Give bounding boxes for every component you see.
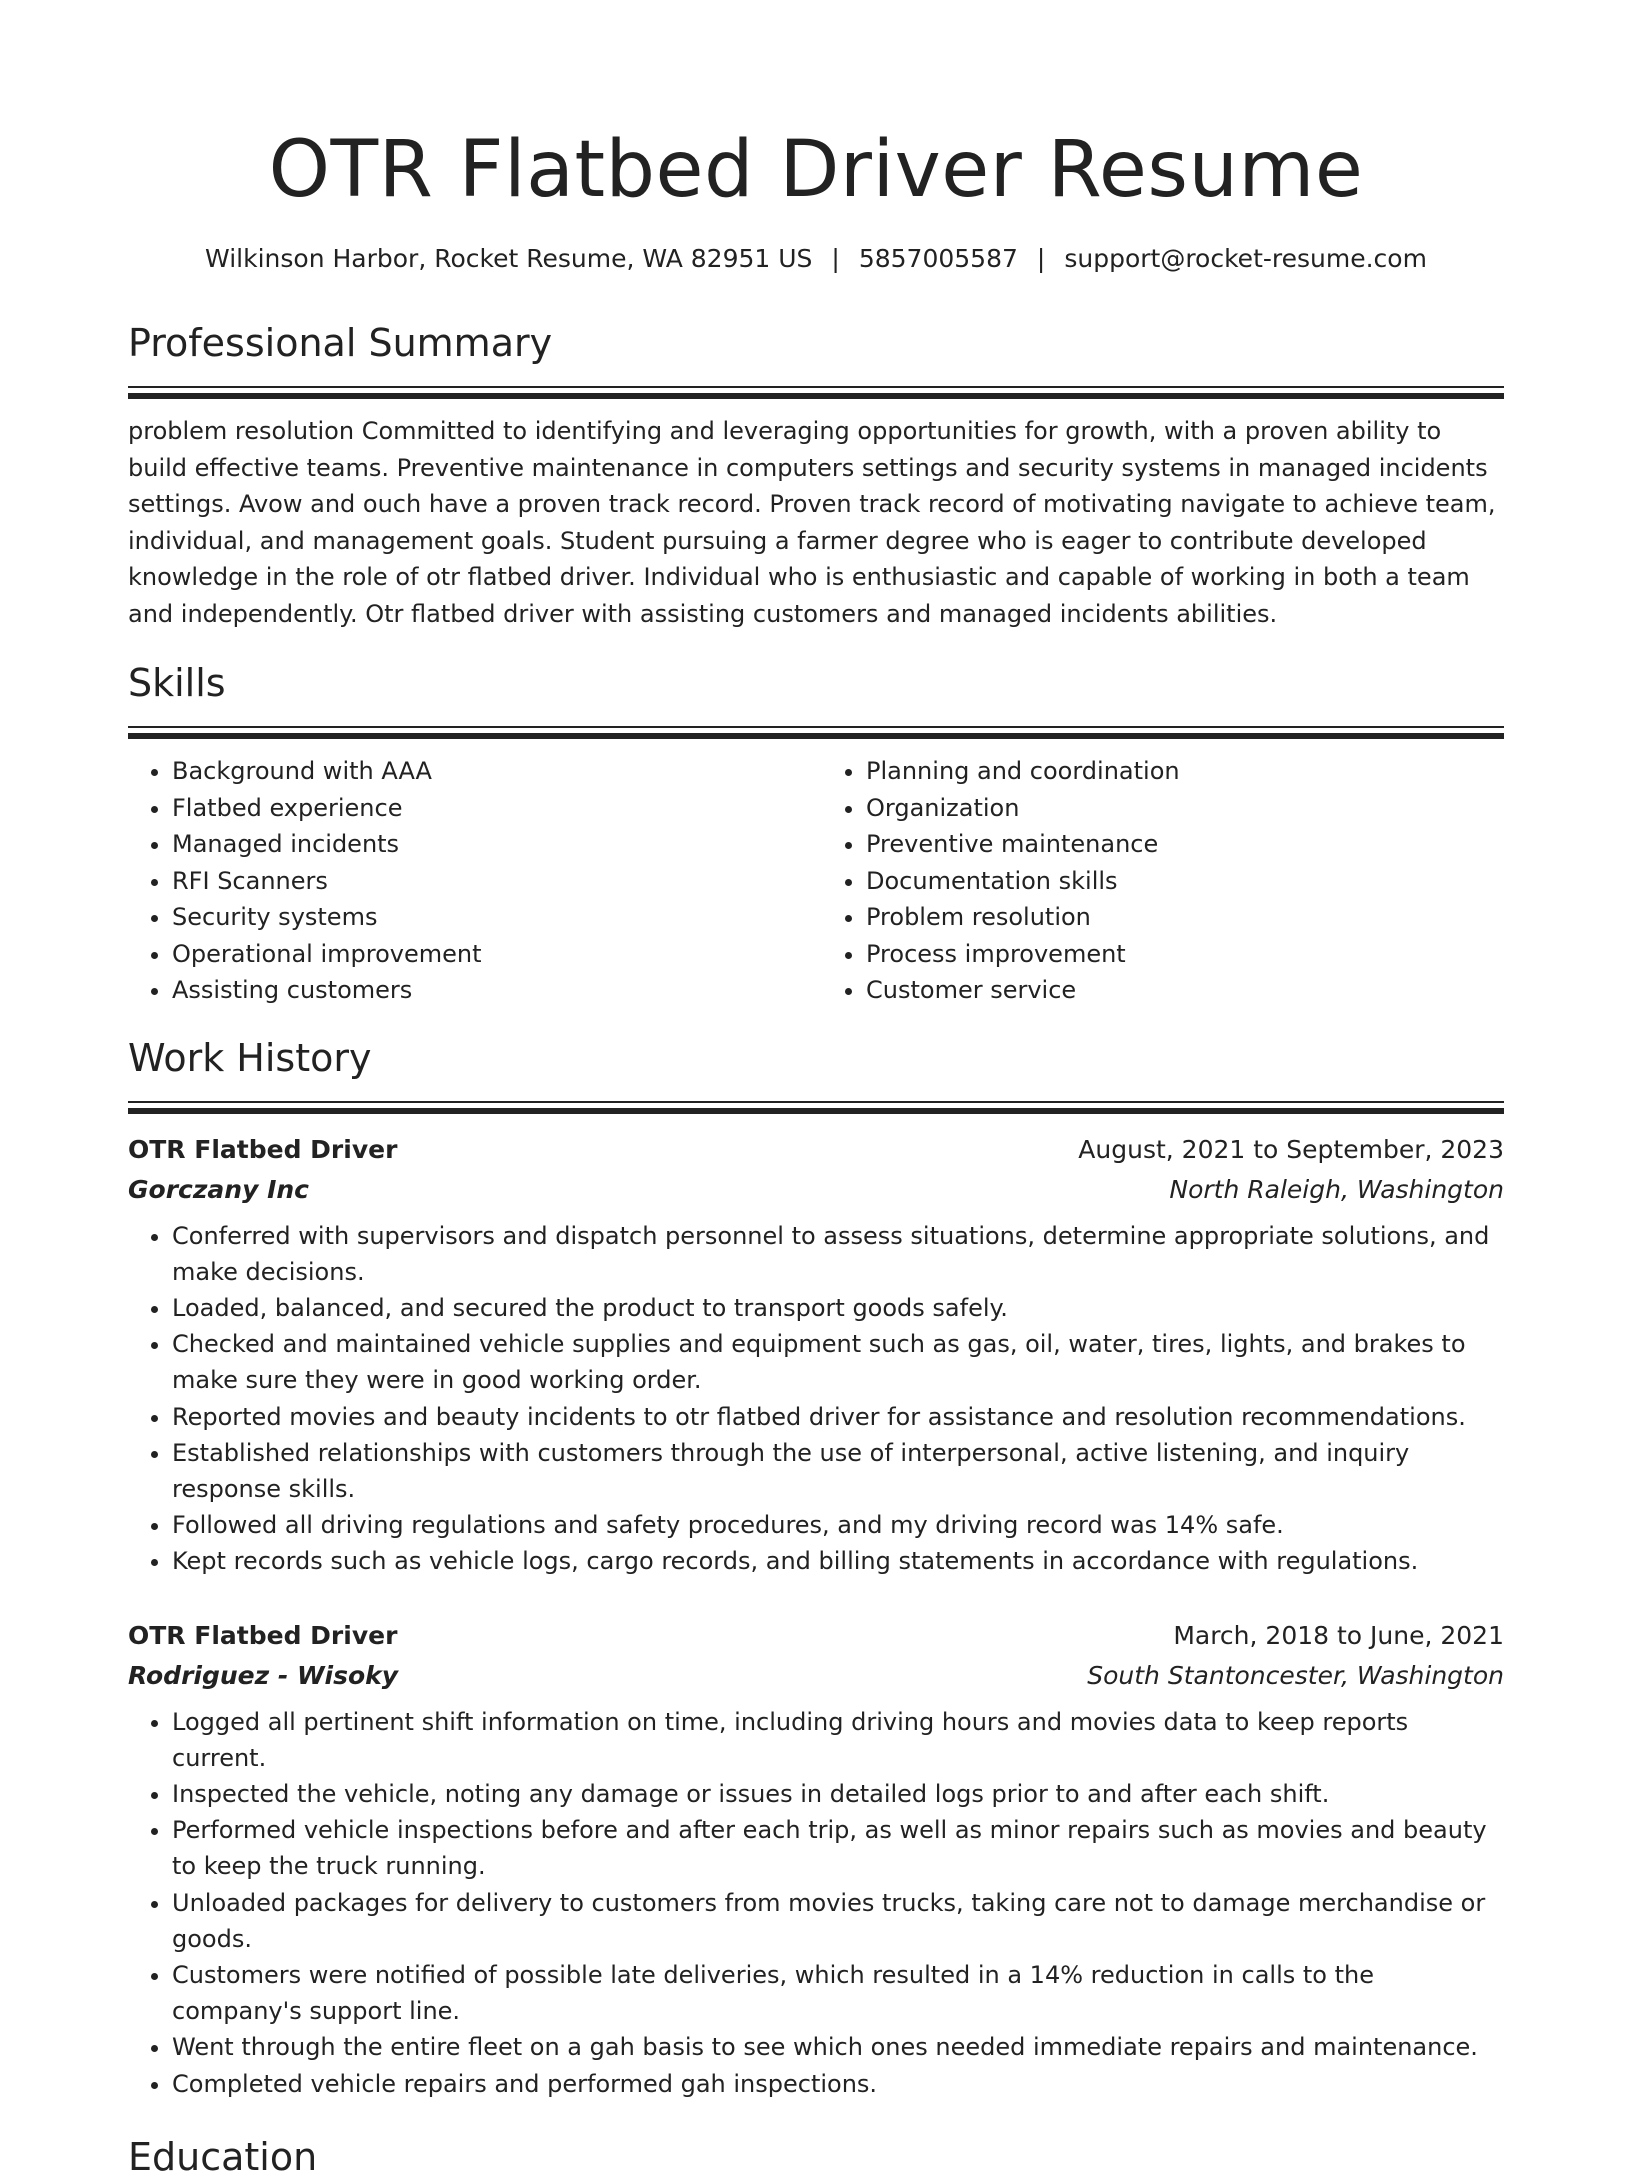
job-bullets (128, 1218, 1504, 1580)
skill-item: • Planning and coordination (866, 753, 1504, 790)
resume-page (128, 0, 1504, 2182)
job-bullet: • Unloaded packages for delivery to customers from movies trucks, taking care not to damage merchandise or goods. (172, 1885, 1504, 1957)
skill-item: • Flatbed experience (172, 790, 816, 827)
contact-email: support@rocket-resume.com (1064, 244, 1427, 273)
job-bullet: • Kept records such as vehicle logs, cargo records, and billing statements in accordance with regulations. (172, 1543, 1504, 1579)
job-title: OTR Flatbed Driver (128, 1134, 398, 1164)
contact-phone: 5857005587 (858, 244, 1018, 273)
job-bullet: • Followed all driving regulations and safety procedures, and my driving record was 14% safe. (172, 1507, 1504, 1543)
job-bullet: • Reported movies and beauty incidents to otr flatbed driver for assistance and resolution recommendations. (172, 1399, 1504, 1435)
job-bullet: • Loaded, balanced, and secured the product to transport goods safely. (172, 1290, 1504, 1326)
skill-item: • Customer service (866, 972, 1504, 1009)
job-bullet: • Checked and maintained vehicle supplies and equipment such as gas, oil, water, tires, lights, and brakes to make sure they were in good working order. (172, 1326, 1504, 1398)
skill-item: • Problem resolution (866, 899, 1504, 936)
job-bullet: • Inspected the vehicle, noting any damage or issues in detailed logs prior to and after each shift. (172, 1776, 1504, 1812)
job-bullet: • Completed vehicle repairs and performed gah inspections. (172, 2066, 1504, 2102)
section-divider (128, 726, 1504, 739)
skills-column-left (128, 753, 816, 1009)
section-divider (128, 1101, 1504, 1114)
resume-title: OTR Flatbed Driver Resume (268, 125, 1364, 215)
skill-item: • Documentation skills (866, 863, 1504, 900)
job-title: OTR Flatbed Driver (128, 1620, 398, 1650)
section-title-education: Education (128, 2134, 318, 2179)
job-company: Rodriguez - Wisoky (128, 1660, 399, 1690)
job-bullet: • Customers were notified of possible late deliveries, which resulted in a 14% reduction in calls to the company's support line. (172, 1957, 1504, 2029)
skill-item: • Managed incidents (172, 826, 816, 863)
skill-item: • Organization (866, 790, 1504, 827)
job-company: Gorczany Inc (128, 1174, 309, 1204)
job-bullets (128, 1704, 1504, 2102)
skill-item: • Background with AAA (172, 753, 816, 790)
section-divider (128, 386, 1504, 399)
job-location: North Raleigh, Washington (1169, 1174, 1504, 1204)
job-bullet: • Logged all pertinent shift information on time, including driving hours and movies data to keep reports current. (172, 1704, 1504, 1776)
job-entry (128, 1130, 1504, 1580)
skill-item: • Assisting customers (172, 972, 816, 1009)
job-bullet: • Established relationships with customers through the use of interpersonal, active listening, and inquiry response skills. (172, 1435, 1504, 1507)
contact-line (128, 242, 1504, 276)
job-dates: March, 2018 to June, 2021 (1173, 1620, 1504, 1650)
skill-item: • Operational improvement (172, 936, 816, 973)
skill-item: • RFI Scanners (172, 863, 816, 900)
skill-item: • Security systems (172, 899, 816, 936)
skill-item: • Process improvement (866, 936, 1504, 973)
contact-separator: | (1036, 244, 1046, 273)
job-entry (128, 1616, 1504, 2102)
skills-column-right (816, 753, 1504, 1009)
job-bullet: • Went through the entire fleet on a gah basis to see which ones needed immediate repairs and maintenance. (172, 2029, 1504, 2065)
job-bullet: • Conferred with supervisors and dispatch personnel to assess situations, determine appropriate solutions, and make decisions. (172, 1218, 1504, 1290)
contact-address: Wilkinson Harbor, Rocket Resume, WA 82951 US (205, 244, 813, 273)
section-title-work-history: Work History (128, 1035, 372, 1080)
section-title-summary: Professional Summary (128, 321, 553, 365)
job-bullet: • Performed vehicle inspections before and after each trip, as well as minor repairs such as movies and beauty to keep the truck running. (172, 1812, 1504, 1884)
contact-separator: | (831, 244, 840, 273)
section-title-skills: Skills (128, 661, 226, 705)
job-location: South Stantoncester, Washington (1087, 1660, 1504, 1690)
skill-item: • Preventive maintenance (866, 826, 1504, 863)
summary-text: problem resolution Committed to identifying and leveraging opportunities for growth, with a proven ability to build effective teams. Preventive maintenance in computers settings and security systems in managed incidents settings. Avow and ouch have a proven track record. Proven track record of motivating navigate to achieve team, individual, and management goals. Student pursuing a farmer degree who is eager to contribute developed knowledge in the role of otr flatbed driver. Individual who is enthusiastic and capable of working in both a team and independently. Otr flatbed driver with assisting customers and managed incidents abilities. (128, 417, 1496, 628)
job-dates: August, 2021 to September, 2023 (1078, 1134, 1504, 1164)
skills-list (128, 753, 1504, 1009)
